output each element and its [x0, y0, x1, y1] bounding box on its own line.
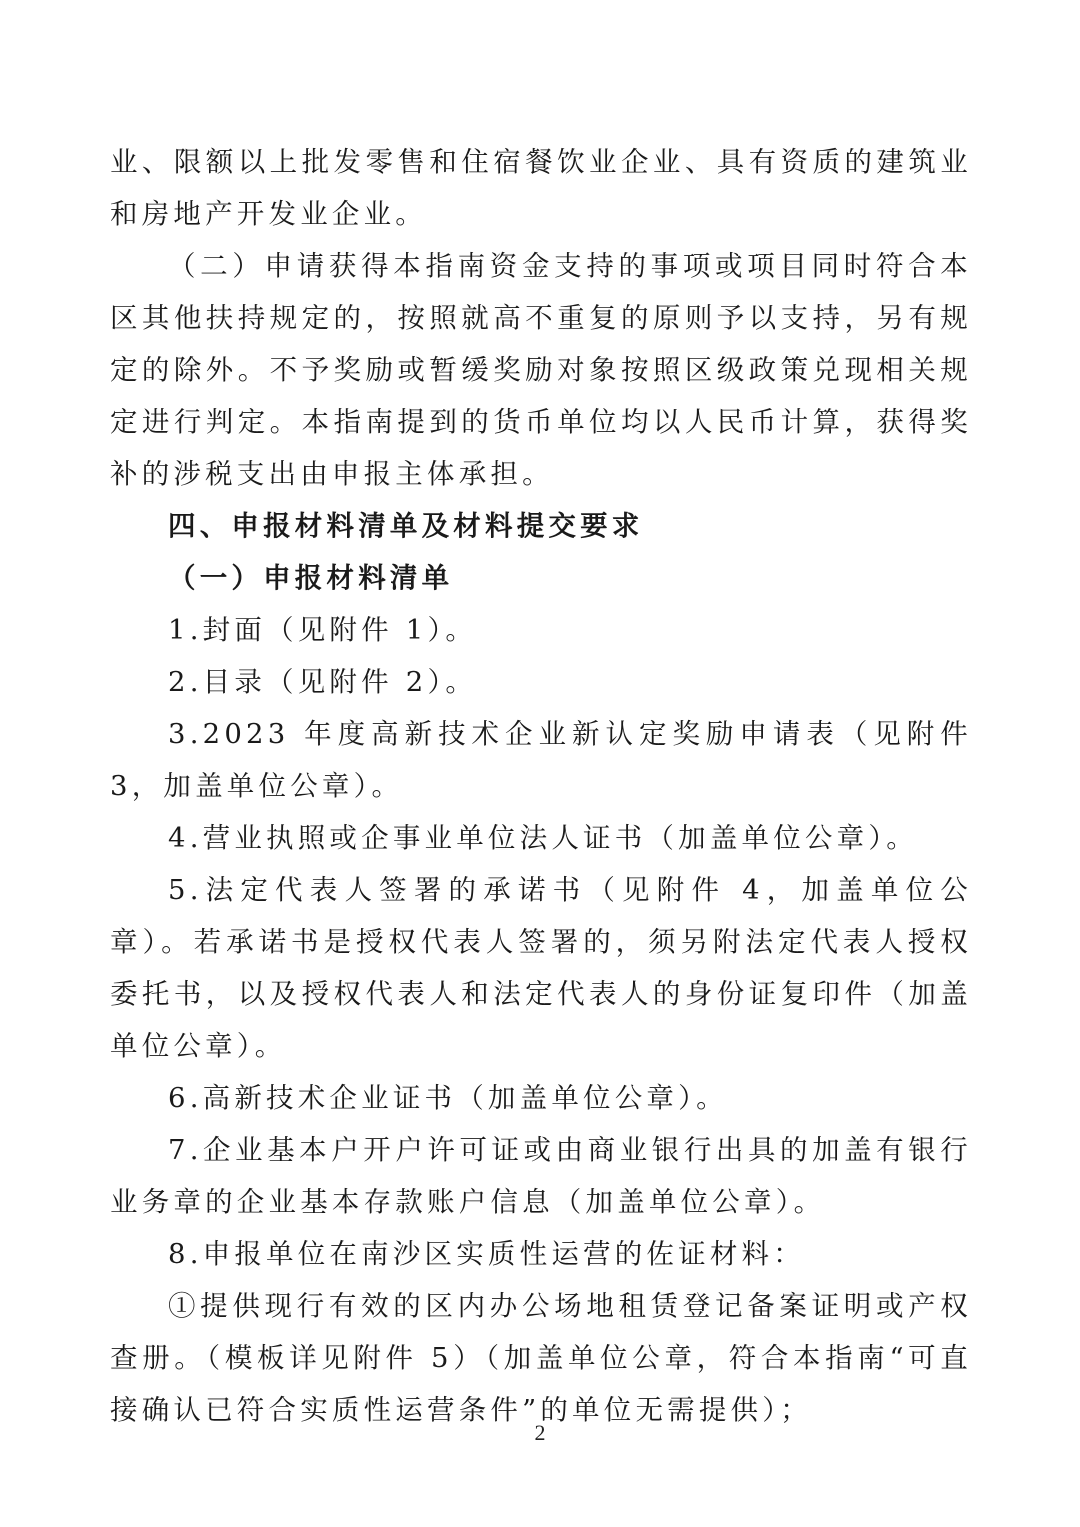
list-item-application-form: 3.2023 年度高新技术企业新认定奖励申请表（见附件 3，加盖单位公章）。	[110, 718, 972, 802]
list-item-operation-proof: 8.申报单位在南沙区实质性运营的佐证材料：	[168, 1238, 805, 1270]
list-item-business-license: 4.营业执照或企事业单位法人证书（加盖单位公章）。	[168, 822, 918, 854]
paragraph-support-rules: （二）申请获得本指南资金支持的事项或项目同时符合本区其他扶持规定的，按照就高不重复的原则予以支持，另有规定的除外。不予奖励或暂缓奖励对象按照区级政策兑现相关规定进行判定。本指南提到的货币单位均以人民币计算，获得奖补的涉税支出由申报主体承担。	[110, 250, 972, 490]
list-item-contents: 2.目录（见附件 2）。	[168, 666, 478, 698]
list-item-hightech-certificate: 6.高新技术企业证书（加盖单位公章）。	[168, 1082, 728, 1114]
subsection-heading-list: （一）申报材料清单	[168, 562, 454, 594]
list-subitem-lease-record: ①提供现行有效的区内办公场地租赁登记备案证明或产权查册。（模板详见附件 5）（加盖单位公章，符合本指南“可直接确认已符合实质性运营条件”的单位无需提供）；	[110, 1290, 972, 1426]
list-item-bank-account: 7.企业基本户开户许可证或由商业银行出具的加盖有银行业务章的企业基本存款账户信息（加盖单位公章）。	[110, 1134, 972, 1218]
paragraph-enterprise-types: 业、限额以上批发零售和住宿餐饮业企业、具有资质的建筑业和房地产开发业企业。	[110, 146, 972, 230]
section-heading-materials: 四、申报材料清单及材料提交要求	[168, 510, 644, 542]
list-item-commitment-letter: 5.法定代表人签署的承诺书（见附件 4，加盖单位公章）。若承诺书是授权代表人签署的，须另附法定代表人授权委托书，以及授权代表人和法定代表人的身份证复印件（加盖单位公章）。	[110, 874, 972, 1062]
document-body	[110, 136, 972, 1436]
page-number: 2	[534, 1420, 546, 1445]
list-item-cover: 1.封面（见附件 1）。	[168, 614, 478, 646]
